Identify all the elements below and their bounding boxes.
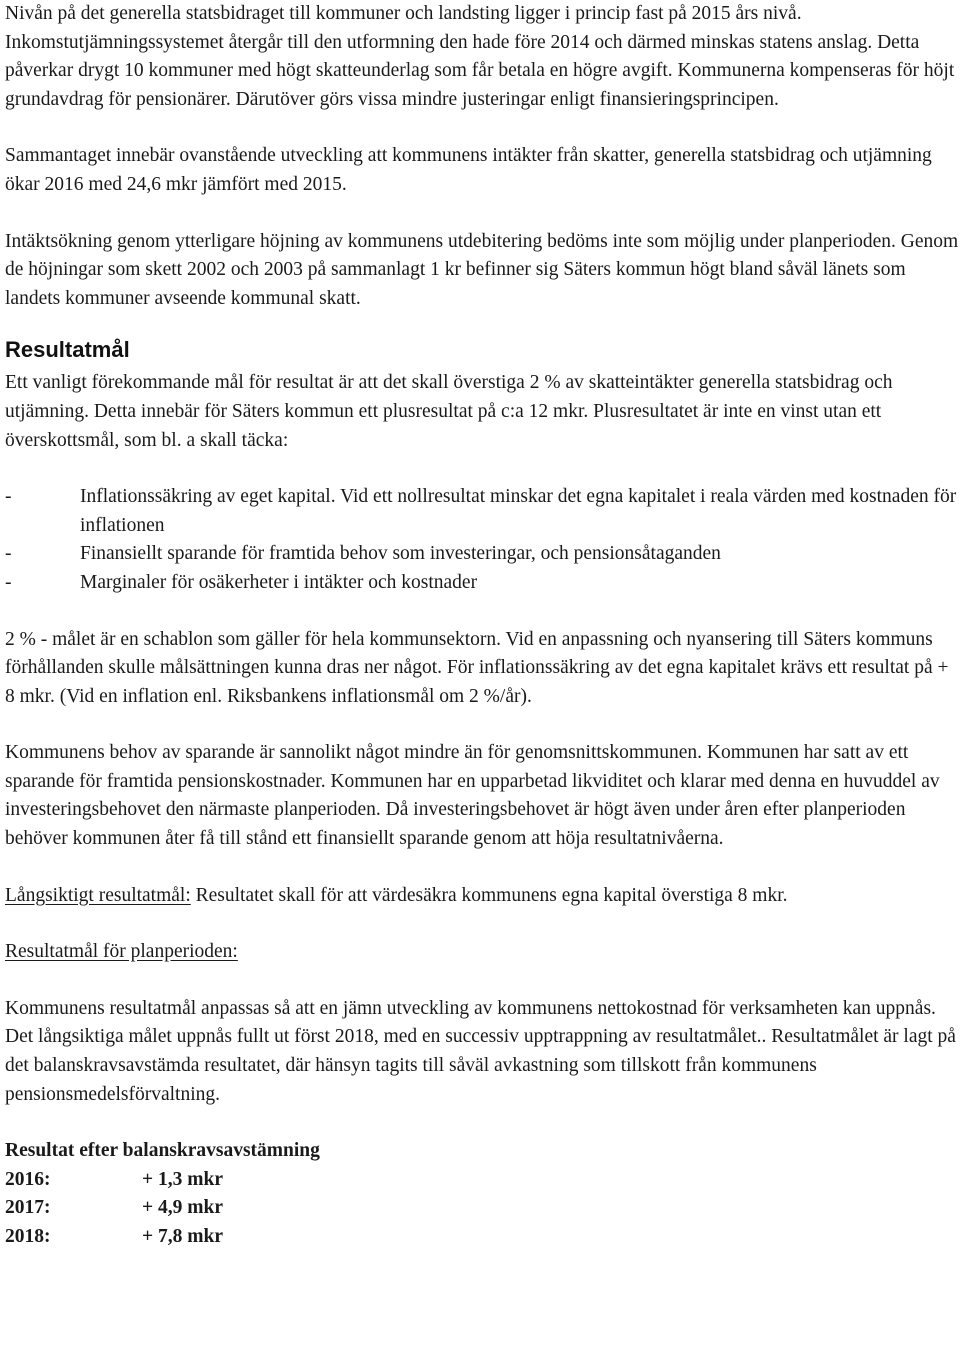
resultatmal-paragraph-2: 2 % - målet är en schablon som gäller för hela kommunsektorn. Vid en anpassning och nyansering till Säters kommuns förhållanden skulle målsättningen kunna dras ner något. För inflationssäkring av det egna kapitalet krävs ett resultat på + 8 mkr. (Vid en inflation enl. Riksbankens inflationsmål om 2 %/år). [5, 628, 949, 707]
section-heading-resultatmal: Resultatmål [5, 337, 130, 363]
document-page [5, 0, 960, 1252]
longterm-goal-text: Resultatet skall för att värdesäkra kommunens egna kapital överstiga 8 mkr. [190, 884, 788, 906]
result-year: 2018: [5, 1226, 51, 1247]
list-item [5, 569, 960, 598]
list-item [5, 540, 960, 569]
bullet-dash: - [5, 486, 12, 508]
list-item [5, 483, 960, 540]
bullet-text: Marginaler för osäkerheter i intäkter och kostnader [80, 571, 478, 593]
result-year: 2016: [5, 1168, 51, 1190]
resultatmal-paragraph-4: Kommunens resultatmål anpassas så att en jämn utveckling av kommunens nettokostnad för verksamheten kan uppnås. Det långsiktiga målet uppnås fullt ut först 2018, med en successiv upptrappning av resultatmålet.. Resultatmålet är lagt på det balanskravsavstämda resultatet, där hänsyn tagits till såväl avkastning som tillskott från kommunens pensionsmedelsförvaltning. [5, 997, 956, 1105]
results-heading: Resultat efter balanskravsavstämning [5, 1140, 320, 1162]
result-row-2017 [5, 1194, 960, 1223]
bullet-list [5, 483, 960, 597]
resultatmal-paragraph-3: Kommunens behov av sparande är sannolikt något mindre än för genomsnittskommunen. Kommunen har satt av ett sparande för framtida pensionskostnader. Kommunen har en upparbetad likviditet och klarar med denna en huvuddel av investeringsbehovet den närmaste planperioden. Då investeringsbehovet är högt även under åren efter planperioden behöver kommunen åter få till stånd ett finansiellt sparande genom att höja resultatnivåerna. [5, 742, 940, 850]
planperiod-goal-label: Resultatmål för planperioden: [5, 941, 238, 963]
result-year: 2017: [5, 1197, 51, 1219]
intro-paragraph: Nivån på det generella statsbidraget till kommuner och landsting ligger i princip fast på 2015 års nivå. Inkomstutjämningssystemet återgår till den utformning den hade före 2014 och därmed minskas statens anslag. Detta påverkar drygt 10 kommuner med högt skatteunderlag som får betala en högre avgift. Kommunerna kompenseras för höjt grundavdrag för pensionärer. Därutöver görs vissa mindre justeringar enligt finansieringsprincipen. [5, 3, 955, 110]
result-row-2016 [5, 1166, 960, 1195]
bullet-dash: - [5, 543, 12, 565]
summary-paragraph: Sammantaget innebär ovanstående utveckling att kommunens intäkter från skatter, generella statsbidrag och utjämning ökar 2016 med 24,6 mkr jämfört med 2015. [5, 145, 932, 195]
result-value: + 7,8 mkr [142, 1226, 223, 1247]
longterm-goal-label: Långsiktigt resultatmål: [5, 884, 191, 906]
result-value: + 1,3 mkr [142, 1168, 223, 1190]
bullet-text: Inflationssäkring av eget kapital. Vid ett nollresultat minskar det egna kapitalet i reala värden med kostnaden för inflationen [80, 486, 957, 536]
result-value: + 4,9 mkr [142, 1197, 223, 1219]
bullet-dash: - [5, 571, 12, 593]
longterm-goal-paragraph [5, 882, 960, 911]
bullet-text: Finansiellt sparande för framtida behov som investeringar, och pensionsåtaganden [80, 543, 721, 565]
resultatmal-paragraph-1: Ett vanligt förekommande mål för resultat är att det skall överstiga 2 % av skatteintäkter generella statsbidrag och utjämning. Detta innebär för Säters kommun ett plusresultat på c:a 12 mkr. Plusresultatet är inte en vinst utan ett överskottsmål, som bl. a skall täcka: [5, 372, 893, 451]
income-increase-paragraph: Intäktsökning genom ytterligare höjning av kommunens utdebitering bedöms inte som möjlig under planperioden. Genom de höjningar som skett 2002 och 2003 på sammanlagt 1 kr befinner sig Säters kommun högt bland såväl länets som landets kommuner avseende kommunal skatt. [5, 230, 959, 309]
result-row-2018 [5, 1223, 960, 1252]
